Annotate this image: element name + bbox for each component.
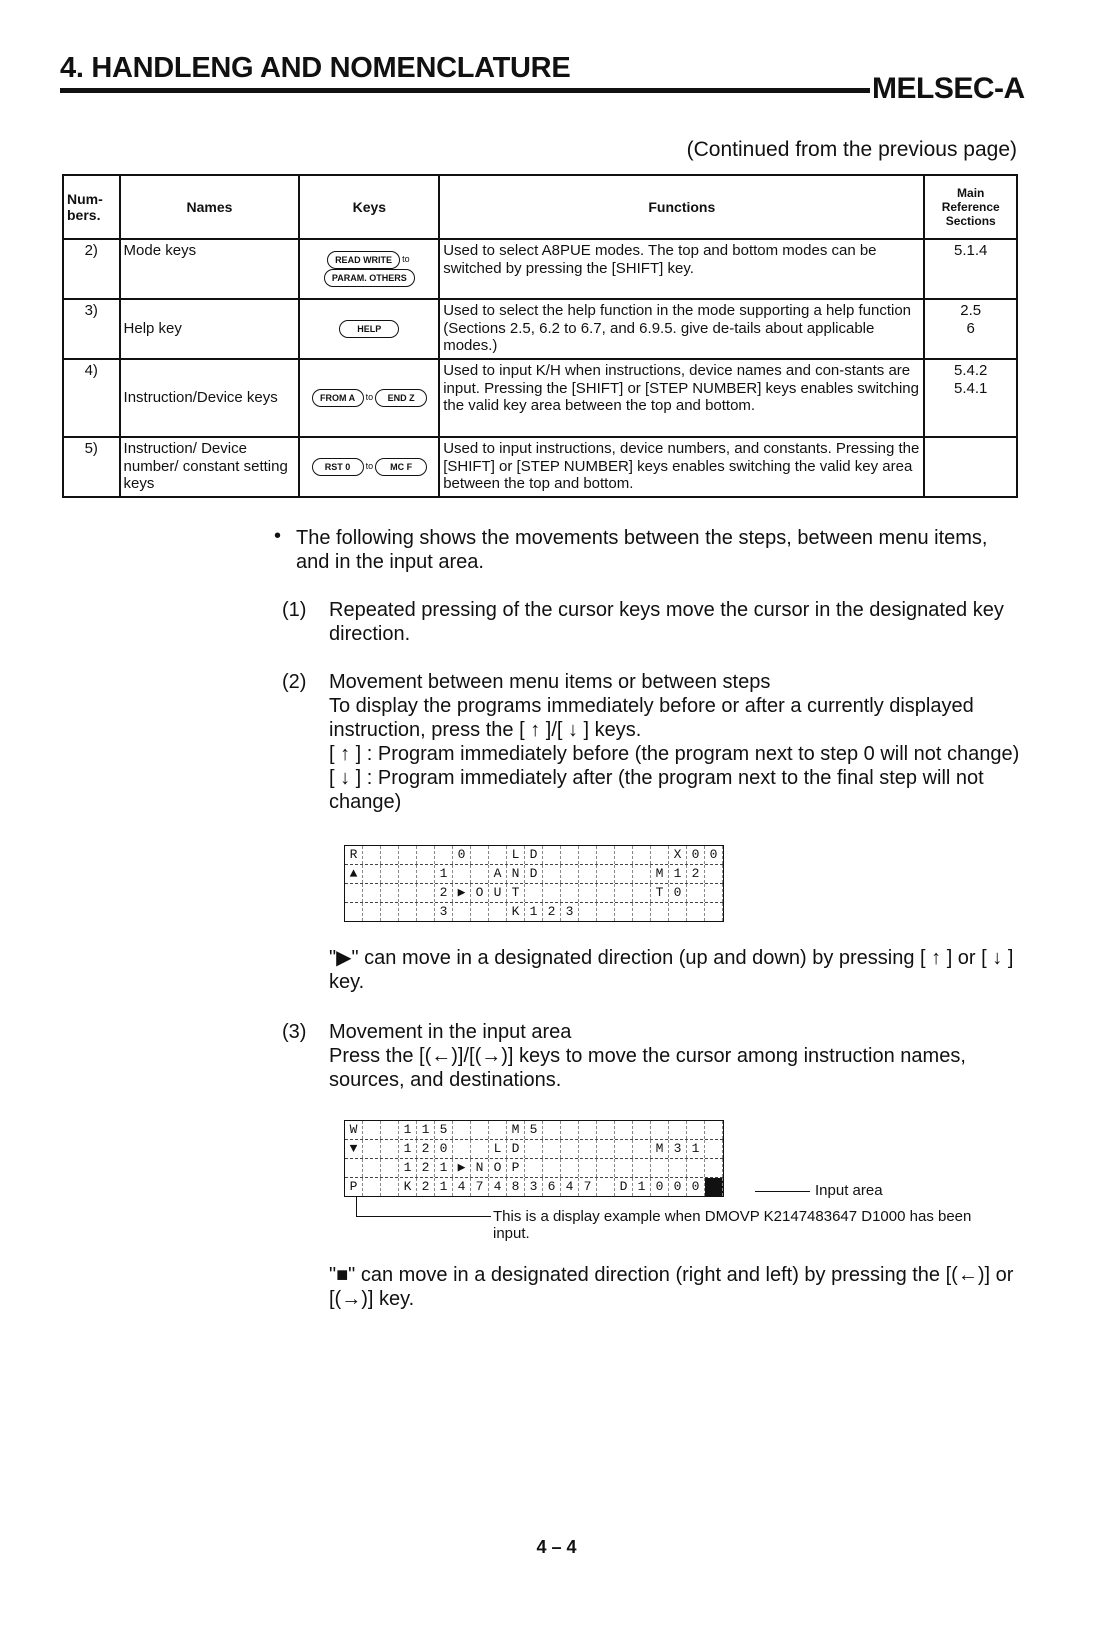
lcd-cell: N	[507, 865, 525, 883]
row-number: 3)	[63, 299, 120, 359]
lcd-cell: 2	[417, 1178, 435, 1196]
input-area-pointer	[755, 1191, 810, 1192]
lcd-cell	[561, 1121, 579, 1139]
table-row	[63, 239, 1017, 299]
lcd-cell	[579, 903, 597, 921]
lcd-cell: 1	[669, 865, 687, 883]
header-rule	[60, 88, 870, 93]
lcd-cell: 7	[471, 1178, 489, 1196]
row-name: Instruction/Device keys	[120, 359, 300, 437]
row-name: Mode keys	[120, 239, 300, 299]
key-function-table	[62, 174, 1018, 498]
table-row	[63, 299, 1017, 359]
lcd-cell	[399, 865, 417, 883]
lcd-cell	[615, 846, 633, 864]
lcd-cell: 3	[435, 903, 453, 921]
lcd-cell	[705, 884, 723, 902]
lcd-cell	[687, 903, 705, 921]
lcd-cell: 1	[435, 1178, 453, 1196]
lcd-cell	[417, 903, 435, 921]
lcd-cell	[453, 1140, 471, 1158]
header-names: Names	[120, 175, 300, 239]
lcd-cell	[669, 1159, 687, 1177]
lcd-cell: 5	[525, 1121, 543, 1139]
row-reference	[924, 437, 1017, 497]
lcd-cell	[579, 865, 597, 883]
lcd-row	[345, 1178, 723, 1196]
read-write-key: READ WRITE	[327, 251, 400, 269]
lcd-row	[345, 865, 723, 884]
lcd-cell: 2	[543, 903, 561, 921]
end-z-key: END Z	[375, 389, 427, 407]
header-keys: Keys	[299, 175, 439, 239]
lcd-cell: T	[651, 884, 669, 902]
lcd-cell	[633, 1121, 651, 1139]
lcd-cell	[597, 1121, 615, 1139]
lcd-cell: P	[507, 1159, 525, 1177]
lcd-cell: ▶	[453, 884, 471, 902]
lcd-cell	[417, 865, 435, 883]
row-keys	[299, 299, 439, 359]
row-number: 4)	[63, 359, 120, 437]
lcd-row	[345, 1159, 723, 1178]
lcd-cell	[687, 1121, 705, 1139]
lcd-cell	[615, 1140, 633, 1158]
lcd-display-steps	[344, 845, 724, 922]
row-keys	[299, 359, 439, 437]
lcd-cell	[651, 1121, 669, 1139]
lcd-cell	[381, 846, 399, 864]
lcd-cell	[543, 846, 561, 864]
brand-label: MELSEC-A	[872, 72, 1025, 105]
item-text: Press the [(←)]/[(→)] keys to move the cursor among instruction names, sources, and destinations.	[329, 1045, 966, 1091]
page-number: 4 – 4	[536, 1537, 577, 1557]
lcd-cell: A	[489, 865, 507, 883]
lcd-cell	[687, 884, 705, 902]
lcd-cell: ▼	[345, 1140, 363, 1158]
input-area-label: Input area	[815, 1182, 883, 1199]
lcd-cell	[543, 1140, 561, 1158]
row-keys	[299, 437, 439, 497]
lcd-cell: 0	[687, 1178, 705, 1196]
lcd-cell: 0	[669, 884, 687, 902]
display-note: This is a display example when DMOVP K2147483647 D1000 has been input.	[493, 1208, 972, 1242]
header-functions: Functions	[439, 175, 924, 239]
lcd-cell: D	[525, 846, 543, 864]
section-title: 4. HANDLENG AND NOMENCLATURE	[60, 52, 571, 84]
lcd-cell: R	[345, 846, 363, 864]
lcd-cell: 4	[489, 1178, 507, 1196]
intro-text: The following shows the movements between the steps, between menu items, and in the input area.	[296, 527, 988, 573]
lcd-cell	[363, 903, 381, 921]
lcd-cell	[417, 884, 435, 902]
lcd-cell	[363, 1121, 381, 1139]
lcd-cell	[561, 884, 579, 902]
to-label: to	[402, 254, 410, 265]
lcd-cell	[615, 884, 633, 902]
lcd-cell: 3	[669, 1140, 687, 1158]
lcd-cell: 0	[669, 1178, 687, 1196]
lcd-cell: 0	[453, 846, 471, 864]
item-number: (2)	[282, 671, 307, 693]
item-heading: Movement in the input area	[329, 1021, 572, 1043]
lcd-cell	[453, 903, 471, 921]
lcd-cell	[453, 1121, 471, 1139]
lcd-cell	[705, 903, 723, 921]
lcd-cell: 0	[651, 1178, 669, 1196]
header-numbers: Num-bers.	[63, 175, 120, 239]
lcd-cell	[615, 865, 633, 883]
lcd-cell: 2	[417, 1159, 435, 1177]
lcd-cell	[687, 1159, 705, 1177]
lcd-cell: 1	[399, 1140, 417, 1158]
lcd-cell: 2	[417, 1140, 435, 1158]
lcd-cell	[615, 1159, 633, 1177]
lcd-cell	[381, 903, 399, 921]
lcd-cell: 4	[453, 1178, 471, 1196]
lcd-cell	[597, 865, 615, 883]
row-name: Instruction/ Device number/ constant setting keys	[120, 437, 300, 497]
lcd-cell: 0	[705, 846, 723, 864]
lcd-cell: T	[507, 884, 525, 902]
item-text: To display the programs immediately before or after a currently displayed instruction, press the [ ↑ ]/[ ↓ ] keys.	[329, 695, 974, 741]
table-row	[63, 359, 1017, 437]
lcd-cell: ▲	[345, 865, 363, 883]
row-name: Help key	[120, 299, 300, 359]
lcd-cell	[561, 865, 579, 883]
lcd-cell	[363, 1178, 381, 1196]
to-label: to	[365, 461, 374, 472]
lcd-cell	[669, 1121, 687, 1139]
lcd-cell	[633, 846, 651, 864]
lcd-cell: 1	[687, 1140, 705, 1158]
lcd-cell: 8	[507, 1178, 525, 1196]
down-key-description: [ ↓ ] : Program immediately after (the program next to the final step will not change)	[329, 767, 984, 813]
lcd-cell	[561, 1159, 579, 1177]
lcd-cell	[597, 1159, 615, 1177]
lcd-display-input	[344, 1120, 724, 1197]
lcd-cell	[579, 1159, 597, 1177]
row-function: Used to select the help function in the mode supporting a help function (Sections 2.5, 6.2 to 6.7, and 6.9.5. give de-tails about applicable modes.)	[439, 299, 924, 359]
item-1	[282, 598, 1022, 646]
lcd-cell: M	[507, 1121, 525, 1139]
lcd-row	[345, 1121, 723, 1140]
bullet-dot: •	[274, 525, 282, 547]
to-label: to	[365, 392, 374, 403]
lcd-cell	[633, 903, 651, 921]
lcd-cell	[489, 846, 507, 864]
lcd-cell	[363, 1140, 381, 1158]
item-number: (3)	[282, 1021, 307, 1043]
continued-note: (Continued from the previous page)	[686, 138, 1017, 161]
lcd-cell: 3	[525, 1178, 543, 1196]
lcd-cell	[633, 865, 651, 883]
lcd-cell: L	[489, 1140, 507, 1158]
lcd-cell: 5	[435, 1121, 453, 1139]
item-heading: Movement between menu items or between steps	[329, 671, 771, 693]
lcd-cell	[381, 1140, 399, 1158]
lcd-cell	[543, 1121, 561, 1139]
rst-0-key: RST 0	[312, 458, 364, 476]
lcd-row	[345, 846, 723, 865]
lcd-cell	[579, 1140, 597, 1158]
lcd-cell: O	[489, 1159, 507, 1177]
lcd-cell	[417, 846, 435, 864]
lcd-cell: P	[345, 1178, 363, 1196]
lcd-cell	[525, 884, 543, 902]
lcd-cell	[705, 865, 723, 883]
lcd-cell	[615, 1121, 633, 1139]
param-others-key: PARAM. OTHERS	[324, 269, 415, 287]
row-reference: 5.4.2 5.4.1	[924, 359, 1017, 437]
lcd-cell	[345, 884, 363, 902]
lcd-cell	[705, 1140, 723, 1158]
row-reference: 2.5 6	[924, 299, 1017, 359]
row-reference: 5.1.4	[924, 239, 1017, 299]
lcd-cell: D	[507, 1140, 525, 1158]
lcd-cell	[363, 1159, 381, 1177]
lcd-cell	[525, 1140, 543, 1158]
lcd-cell	[345, 903, 363, 921]
lcd-cell: U	[489, 884, 507, 902]
lcd-cell	[597, 903, 615, 921]
lcd-cell: D	[525, 865, 543, 883]
row-function: Used to input instructions, device numbers, and constants. Pressing the [SHIFT] or [STEP NUMBER] keys enables switching the valid key area between the top and bottom.	[439, 437, 924, 497]
lcd-cell	[597, 846, 615, 864]
lcd-cell: 0	[687, 846, 705, 864]
lcd-cell: K	[507, 903, 525, 921]
lcd-cell	[705, 1178, 723, 1196]
lcd-cell: O	[471, 884, 489, 902]
header-reference: Main Reference Sections	[924, 175, 1017, 239]
from-a-key: FROM A	[312, 389, 364, 407]
help-key: HELP	[339, 320, 399, 338]
lcd-cell: X	[669, 846, 687, 864]
display-note-line	[356, 1196, 357, 1216]
lcd-cell: 6	[543, 1178, 561, 1196]
lcd-cell: 1	[435, 1159, 453, 1177]
lcd-cell: 1	[417, 1121, 435, 1139]
item-number: (1)	[282, 599, 307, 621]
lcd-cell: N	[471, 1159, 489, 1177]
lcd-cell: M	[651, 865, 669, 883]
caption-cursor: "■" can move in a designated direction (right and left) by pressing the [(←)] or [(→)] key.	[329, 1264, 1014, 1310]
lcd-cell	[363, 884, 381, 902]
lcd-cell: 1	[633, 1178, 651, 1196]
display-note-line-h	[356, 1216, 491, 1217]
lcd-cell: 2	[435, 884, 453, 902]
lcd-cell	[381, 1159, 399, 1177]
lcd-cell	[561, 1140, 579, 1158]
mc-f-key: MC F	[375, 458, 427, 476]
lcd-cell	[633, 1159, 651, 1177]
lcd-cell	[363, 846, 381, 864]
lcd-cell	[543, 865, 561, 883]
lcd-cell	[543, 884, 561, 902]
intro-bullet	[274, 525, 1020, 574]
lcd-cell	[381, 1178, 399, 1196]
row-number: 5)	[63, 437, 120, 497]
item-2	[282, 670, 1022, 814]
caption-triangle: "▶" can move in a designated direction (up and down) by pressing [ ↑ ] or [ ↓ ] key.	[329, 947, 1014, 993]
lcd-cell	[705, 1159, 723, 1177]
lcd-cell	[615, 903, 633, 921]
lcd-cell: M	[651, 1140, 669, 1158]
lcd-cell	[597, 1140, 615, 1158]
lcd-cell	[471, 865, 489, 883]
lcd-cell	[381, 865, 399, 883]
lcd-cell	[381, 1121, 399, 1139]
row-number: 2)	[63, 239, 120, 299]
lcd-cell	[561, 846, 579, 864]
lcd-cell: W	[345, 1121, 363, 1139]
item-text: Repeated pressing of the cursor keys move the cursor in the designated key direction.	[329, 599, 1004, 645]
lcd-cell	[705, 1121, 723, 1139]
lcd-cell	[543, 1159, 561, 1177]
lcd-cell: 4	[561, 1178, 579, 1196]
lcd-cell: 1	[399, 1121, 417, 1139]
lcd-row	[345, 884, 723, 903]
item-3	[282, 1020, 1022, 1092]
lcd-cell	[381, 884, 399, 902]
lcd-cell: 2	[687, 865, 705, 883]
lcd-cell	[471, 1121, 489, 1139]
lcd-cell	[651, 903, 669, 921]
lcd-cell	[363, 865, 381, 883]
lcd-row	[345, 903, 723, 921]
lcd-cell	[633, 1140, 651, 1158]
lcd-cell	[399, 884, 417, 902]
lcd-cell	[597, 884, 615, 902]
lcd-cell: L	[507, 846, 525, 864]
table-row	[63, 437, 1017, 497]
lcd-cell	[471, 1140, 489, 1158]
lcd-cell	[345, 1159, 363, 1177]
lcd-cell	[525, 1159, 543, 1177]
lcd-cell	[579, 846, 597, 864]
up-key-description: [ ↑ ] : Program immediately before (the program next to step 0 will not change)	[329, 743, 1020, 765]
lcd-cell: 0	[435, 1140, 453, 1158]
lcd-cell: ▶	[453, 1159, 471, 1177]
lcd-cell: 1	[525, 903, 543, 921]
lcd-cell: 3	[561, 903, 579, 921]
lcd-cell	[597, 1178, 615, 1196]
lcd-cell	[399, 903, 417, 921]
lcd-cell	[579, 884, 597, 902]
lcd-cell: 7	[579, 1178, 597, 1196]
lcd-cell	[651, 846, 669, 864]
lcd-cell	[471, 846, 489, 864]
lcd-cell	[489, 903, 507, 921]
lcd-cell: K	[399, 1178, 417, 1196]
table-header-row	[63, 175, 1017, 239]
lcd-cell	[471, 903, 489, 921]
lcd-cell	[669, 903, 687, 921]
row-function: Used to select A8PUE modes. The top and bottom modes can be switched by pressing the [SHIFT] key.	[439, 239, 924, 299]
lcd-row	[345, 1140, 723, 1159]
lcd-cell	[435, 846, 453, 864]
lcd-cell	[579, 1121, 597, 1139]
lcd-cell	[489, 1121, 507, 1139]
lcd-cell: D	[615, 1178, 633, 1196]
lcd-cell	[633, 884, 651, 902]
lcd-cell	[651, 1159, 669, 1177]
row-keys	[299, 239, 439, 299]
lcd-cell	[399, 846, 417, 864]
row-function: Used to input K/H when instructions, device names and con-stants are input. Pressing the [SHIFT] or [STEP NUMBER] keys enables switching the valid key area between the top and bottom.	[439, 359, 924, 437]
lcd-cell: 1	[399, 1159, 417, 1177]
lcd-cell: 1	[435, 865, 453, 883]
lcd-cell	[453, 865, 471, 883]
